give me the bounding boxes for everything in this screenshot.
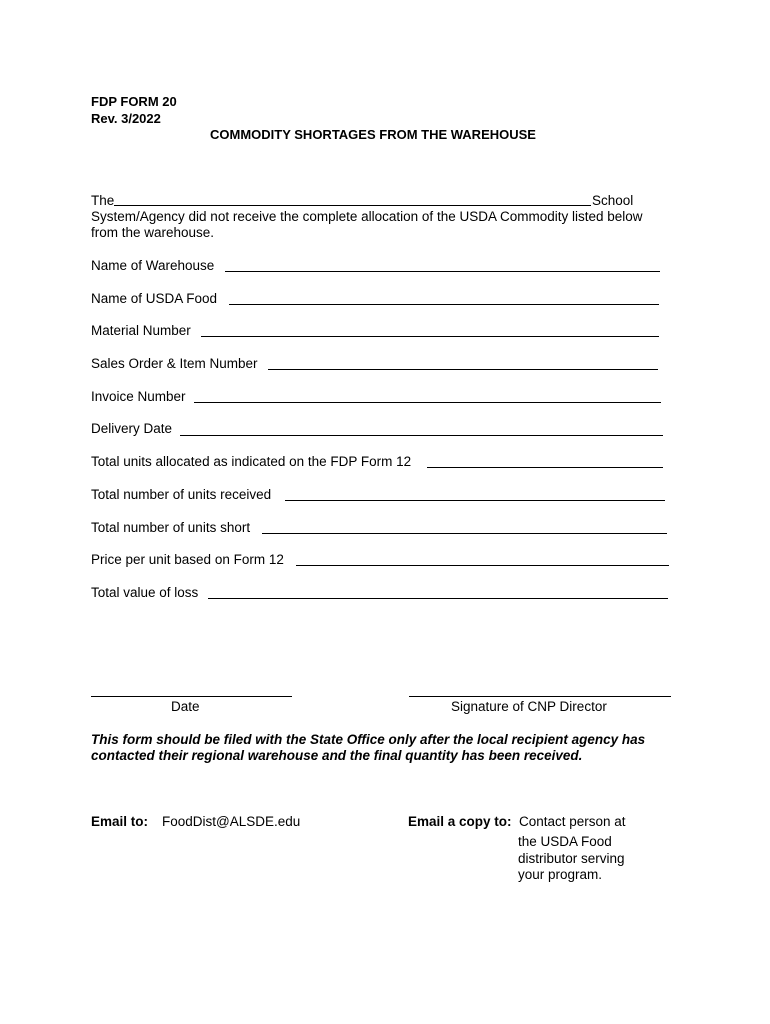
director-signature-line[interactable] xyxy=(409,696,671,697)
total-loss-label: Total value of loss xyxy=(91,585,199,600)
invoice-number-label: Invoice Number xyxy=(91,389,186,404)
delivery-date-input[interactable] xyxy=(180,435,663,436)
email-copy-line-3: distributor serving xyxy=(518,851,625,866)
email-copy-line-4: your program. xyxy=(518,867,603,882)
units-allocated-input[interactable] xyxy=(427,467,663,468)
price-per-unit-input[interactable] xyxy=(296,565,669,566)
total-loss-input[interactable] xyxy=(208,598,668,599)
price-per-unit-label: Price per unit based on Form 12 xyxy=(91,552,284,567)
units-received-label: Total number of units received xyxy=(91,487,272,502)
delivery-date-label: Delivery Date xyxy=(91,421,173,436)
units-received-input[interactable] xyxy=(285,500,665,501)
page-title: COMMODITY SHORTAGES FROM THE WAREHOUSE xyxy=(210,127,536,142)
intro-line-3: from the warehouse. xyxy=(91,225,215,240)
material-number-input[interactable] xyxy=(201,336,659,337)
director-signature-label: Signature of CNP Director xyxy=(451,699,607,714)
usda-food-label: Name of USDA Food xyxy=(91,291,218,306)
email-copy-line-2: the USDA Food xyxy=(518,834,612,849)
warehouse-name-input[interactable] xyxy=(225,271,660,272)
email-to-label: Email to: xyxy=(91,814,149,829)
units-short-label: Total number of units short xyxy=(91,520,251,535)
intro-school: School xyxy=(592,193,634,208)
form-id: FDP FORM 20 xyxy=(91,94,177,109)
filing-notice-line-2: contacted their regional warehouse and the final quantity has been received. xyxy=(91,748,583,763)
school-system-input[interactable] xyxy=(114,205,591,206)
email-copy-label: Email a copy to: xyxy=(408,814,512,829)
sales-order-label: Sales Order & Item Number xyxy=(91,356,258,371)
date-label: Date xyxy=(171,699,200,714)
form-revision: Rev. 3/2022 xyxy=(91,111,161,126)
material-number-label: Material Number xyxy=(91,323,191,338)
invoice-number-input[interactable] xyxy=(194,402,661,403)
usda-food-input[interactable] xyxy=(229,304,659,305)
intro-line-2: System/Agency did not receive the complete allocation of the USDA Commodity listed below xyxy=(91,209,643,224)
sales-order-input[interactable] xyxy=(268,369,658,370)
units-allocated-label: Total units allocated as indicated on the FDP Form 12 xyxy=(91,454,412,469)
warehouse-name-label: Name of Warehouse xyxy=(91,258,215,273)
email-copy-line-1: Contact person at xyxy=(519,814,626,829)
filing-notice-line-1: This form should be filed with the State Office only after the local recipient agency has xyxy=(91,732,646,747)
units-short-input[interactable] xyxy=(262,533,667,534)
date-signature-line[interactable] xyxy=(91,696,292,697)
email-to-address[interactable]: FoodDist@ALSDE.edu xyxy=(162,814,301,829)
intro-the: The xyxy=(91,193,115,208)
